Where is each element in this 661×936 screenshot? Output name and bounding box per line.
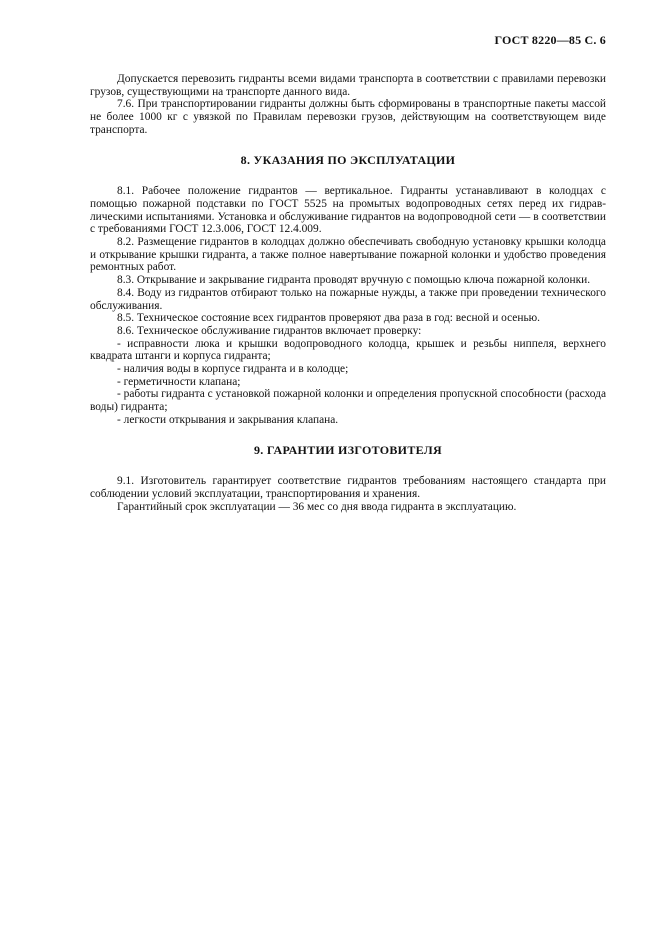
clause-7-6: 7.6. При транспортировании гидранты должны быть сформированы в транспортные пакеты массой не более 1000 кг с увязкой по Правилам перевозки грузов, действующим на соответствующем виде транспорта.	[90, 98, 606, 136]
list-item: - работы гидранта с установкой пожарной колонки и определения пропускной способности (расхода воды) гидранта;	[90, 388, 607, 414]
intro-block	[90, 73, 606, 137]
section-8-heading: 8. УКАЗАНИЯ ПО ЭКСПЛУАТАЦИИ	[240, 152, 456, 167]
clause-8-6: 8.6. Техническое обслуживание гидрантов включает проверку:	[117, 324, 422, 337]
clause-8-2: 8.2. Размещение гидрантов в колодцах должно обеспечивать свободную установку крышки колодца и открывание крышки гидранта, а также полное навертывание пожарной колонки и удобство проведения ремонтных работ.	[90, 236, 606, 274]
warranty-period-paragraph: Гарантийный срок эксплуатации — 36 мес со дня ввода гидранта в эксплуатацию.	[117, 500, 517, 513]
clause-8-3: 8.3. Открывание и закрывание гидранта проводят вручную с помощью ключа пожарной колонки.	[117, 274, 591, 287]
clause-9-1: 9.1. Изготовитель гарантирует соответствие гидрантов требованиям настоящего стандарта при соблюдении условий эксплуатации, транспортирования и хранения.	[90, 475, 606, 500]
clause-8-4: 8.4. Воду из гидрантов отбирают только на пожарные нужды, а также при проведении технического обслуживания.	[90, 286, 606, 312]
list-item: - наличия воды в корпусе гидранта и в колодце;	[117, 363, 349, 376]
page-content	[90, 73, 606, 513]
clause-8-5: 8.5. Техническое состояние всех гидрантов проверяют два раза в год: весной и осенью.	[117, 312, 541, 325]
section-9	[90, 444, 606, 514]
list-item: - исправности люка и крышки водопроводного колодца, крышек и резьбы ниппеля, верхнего квадрата штанги и корпуса гидранта;	[90, 337, 606, 363]
intro-paragraph: Допускается перевозить гидранты всеми видами транспорта в соответствии с правилами перевозки грузов, существующими на транспорте данного вида.	[90, 73, 606, 98]
clause-8-1: 8.1. Рабочее положение гидрантов — вертикальное. Гидранты устанавливают в колодцах с помощью пожарной подставки по ГОСТ 5525 на промытых водопроводных сетях перед их гидравлическими испытаниями. Установка и обслуживание гидрантов на водопроводной сети — в соответствии с требованиями ГОСТ 12.3.006, ГОСТ 12.4.009.	[90, 185, 606, 236]
running-head: ГОСТ 8220—85 С. 6	[494, 33, 606, 47]
list-item: - легкости открывания и закрывания клапана.	[117, 413, 339, 426]
list-item: - герметичности клапана;	[117, 375, 241, 388]
section-8	[90, 154, 606, 427]
maintenance-checklist	[90, 338, 606, 427]
section-9-heading: 9. ГАРАНТИИ ИЗГОТОВИТЕЛЯ	[254, 442, 442, 457]
